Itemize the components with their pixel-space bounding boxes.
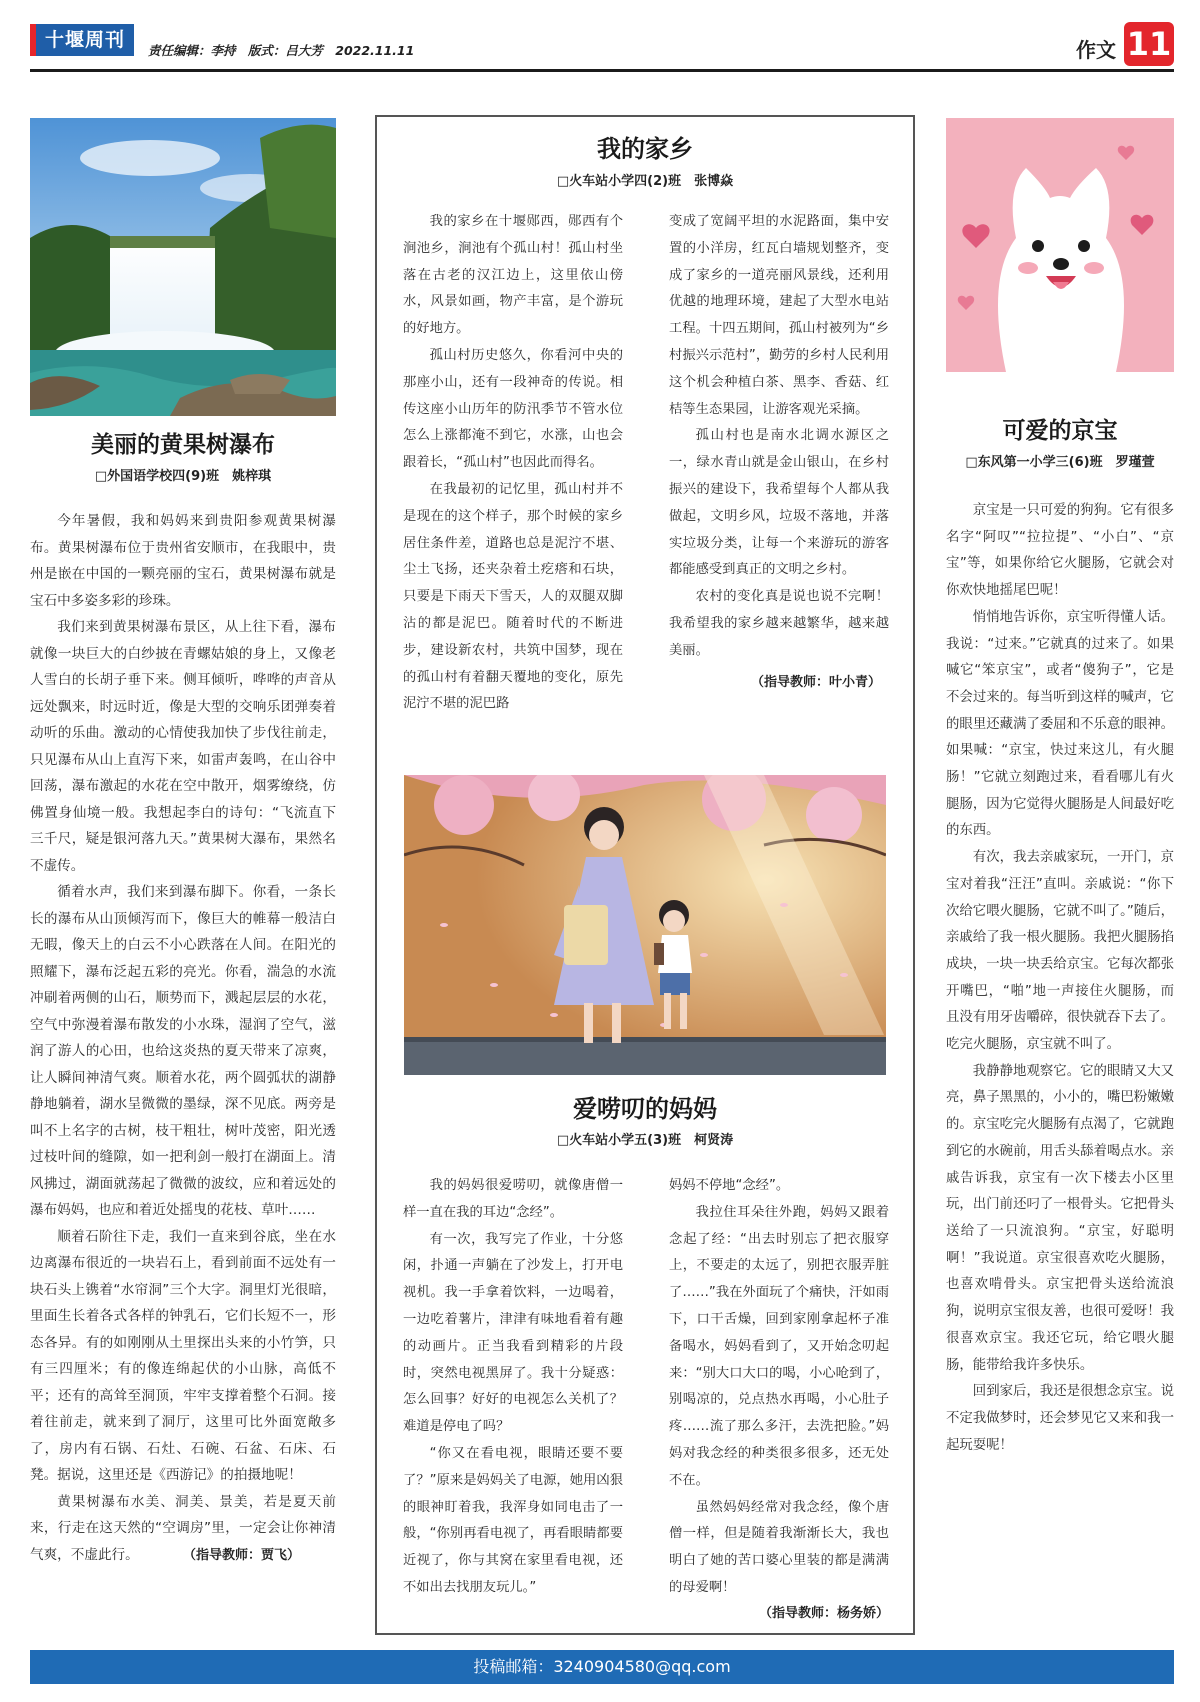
paragraph: 我拉住耳朵往外跑，妈妈又跟着念起了经：“出去时别忘了把衣服穿上，不要走的太远了，别把衣服弄脏了……”我在外面玩了个痛快，汗如雨下，口干舌燥，回到家刚拿起杯子准备喝水，妈妈看到了，又开始念叨起来：“别大口大口的喝，小心呛到了，别喝凉的，兑点热水再喝，小心肚子疼……流了那么多汗，去洗把脸。”妈妈对我念经的种类很多很多，还无处不在。 [669, 1204, 889, 1488]
article-byline: □火车站小学四(2)班 张博焱 [556, 174, 734, 189]
paragraph: 我的妈妈很爱唠叨，就像唐僧一样一直在我的耳边“念经”。 [403, 1178, 623, 1220]
mother-and-child-illustration [404, 775, 886, 1075]
section-name: 作文 [1076, 38, 1116, 62]
paragraph: 虽然妈妈经常对我念经，像个唐僧一样，但是随着我渐渐长大，我也明白了她的苦口婆心里装的都是满满的母爱啊！ [669, 1499, 889, 1595]
teacher-credit: （指导教师：贾飞） [182, 1548, 300, 1563]
middle-box [375, 115, 915, 1635]
paragraph: 我们来到黄果树瀑布景区，从上往下看，瀑布就像一块巨大的白纱披在青螺姑娘的身上，又像老人雪白的长胡子垂下来。侧耳倾听，哗哗的声音从远处飘来，时远时近，像是大型的交响乐团弹奏着动听的乐曲。激动的心情使我加快了步伐往前走，只见瀑布从山上直泻下来，如雷声轰鸣，在山谷中回荡，瀑布激起的水花在空中散开，烟雾缭绕，仿佛置身仙境一般。我想起李白的诗句：“飞流直下三千尺，疑是银河落九天。”黄果树大瀑布，果然名不虚传。 [30, 619, 336, 874]
masthead [30, 24, 1174, 66]
paragraph: 孤山村历史悠久，你看河中央的那座小山，还有一段神奇的传说。相传这座小山历年的防汛季节不管水位怎么上涨都淹不到它，水涨，山也会跟着长，“孤山村”也因此而得名。 [403, 347, 623, 471]
paragraph: 顺着石阶往下走，我们一直来到谷底，坐在水边离瀑布很近的一块岩石上，看到前面不远处有一块石头上镌着“水帘洞”三个大字。洞里灯光很暗，里面生长着各式各样的钟乳石，它们长短不一，形态各异。有的如刚刚从土里探出头来的小竹笋，只有三四厘米；有的像连绵起伏的小山脉，高低不平；还有的高耸至洞顶，牢牢支撑着整个石洞。接着往前走，就来到了洞厅，这里可比外面宽敞多了，房内有石锅、石灶、石碗、石盆、石床、石凳。据说，这里还是《西游记》的拍摄地呢！ [30, 1228, 336, 1483]
article-byline: □火车站小学五(3)班 柯贤涛 [556, 1133, 734, 1148]
header-rule [30, 69, 1174, 72]
waterfall-photo [30, 118, 336, 416]
paragraph: 悄悄地告诉你，京宝听得懂人话。我说：“过来。”它就真的过来了。如果喊它“笨京宝”，或者“傻狗子”，它是不会过来的。每当听到这样的喊声，它的眼里还藏满了委屈和不乐意的眼神。如果喊：“京宝，快过来这儿，有火腿肠！”它就立刻跑过来，看看哪儿有火腿肠，因为它觉得火腿肠是人间最好吃的东西。 [946, 609, 1174, 839]
mother-body [403, 1173, 889, 1621]
paragraph: 妈妈不停地“念经”。 [669, 1178, 790, 1193]
paragraph: “你又在看电视，眼睛还要不要了？”原来是妈妈关了电源，她用凶狠的眼神盯着我，我浑身如同电击了一般，“你别再看电视了，再看眼睛都要近视了，你与其窝在家里看电视，还不如出去找朋友玩儿。” [403, 1445, 623, 1595]
paragraph: 循着水声，我们来到瀑布脚下。你看，一条长长的瀑布从山顶倾泻而下，像巨大的帷幕一般洁白无暇，像天上的白云不小心跌落在人间。在阳光的照耀下，瀑布泛起五彩的亮光。你看，湍急的水流冲刷着两侧的山石，顺势而下，溅起层层的水花，空气中弥漫着瀑布散发的小水珠，湿润了空气，滋润了游人的心田，也给这炎热的夏天带来了凉爽，让人瞬间神清气爽。顺着水花，两个圆弧状的湖静静地躺着，湖水呈微微的墨绿，深不见底。两旁是叫不上名字的古树，枝干粗壮，树叶茂密，阳光透过枝叶间的缝隙，如一把利剑一般打在湖面上。清风拂过，湖面就荡起了微微的波纹，应和着远处的瀑布妈妈，也应和着近处摇曳的花枝、草叶…… [30, 884, 336, 1218]
paragraph: 黄果树瀑布水美、洞美、景美，若是夏天前来，行走在这天然的“空调房”里，一定会让你神清气爽，不虚此行。 [30, 1493, 336, 1563]
paragraph: 孤山村也是南水北调水源区之一，绿水青山就是金山银山，在乡村振兴的建设下，我希望每个人都从我做起，文明乡风，垃圾不落地，并落实垃圾分类，让每一个来游玩的游客都能感受到真正的文明之乡村。 [669, 428, 889, 578]
paragraph: 有一次，我写完了作业，十分悠闲，扑通一声躺在了沙发上，打开电视机。我一手拿着饮料，一边喝着，一边吃着薯片，津津有味地看着有趣的动画片。正当我看到精彩的片段时，突然电视黑屏了。我十分疑惑：怎么回事？好好的电视怎么关机了？难道是停电了吗？ [403, 1231, 623, 1435]
text-column [669, 1173, 889, 1621]
text-column [403, 209, 623, 718]
paragraph: 我的家乡在十堰郧西，郧西有个涧池乡，涧池有个孤山村！孤山村坐落在古老的汉江边上，这里依山傍水，风景如画，物产丰富，是个游玩的好地方。 [403, 214, 623, 337]
page-number: 11 [1124, 22, 1174, 66]
article-byline: □外国语学校四(9)班 姚梓琪 [94, 469, 272, 484]
article-body [946, 498, 1174, 1459]
article-title: 我的家乡 [597, 134, 693, 163]
teacher-credit: （指导教师：叶小青） [750, 674, 881, 690]
issue-date: 2022.11.11 [335, 43, 415, 58]
footer-bar [30, 1650, 1174, 1684]
editor-credit: 责任编辑：李持 [148, 43, 236, 58]
paragraph: 京宝是一只可爱的狗狗。它有很多名字“阿叹”“拉拉提”、“小白”、“京宝”等，如果你给它火腿肠，它就会对你欢快地摇尾巴呢！ [946, 503, 1174, 599]
text-column [403, 1173, 623, 1621]
paragraph: 农村的变化真是说也说不完啊！我希望我的家乡越来越繁华，越来越美丽。 [669, 589, 889, 658]
article-body [30, 508, 336, 1568]
paragraph: 回到家后，我还是很想念京宝。说不定我做梦时，还会梦见它又来和我一起玩耍呢！ [946, 1384, 1174, 1453]
paragraph: 在我最初的记忆里，孤山村并不是现在的这个样子，那个时候的家乡居住条件差，道路也总是泥泞不堪、尘土飞扬，还夹杂着土疙瘩和石块，只要是下雨天下雪天，人的双腿双脚沾的都是泥巴。随着时代的不断进步，建设新农村，共筑中国梦，现在的孤山村有着翻天覆地的变化，原先泥泞不堪的泥巴路 [403, 481, 623, 712]
paragraph: 今年暑假，我和妈妈来到贵阳参观黄果树瀑布。黄果树瀑布位于贵州省安顺市，在我眼中，贵州是嵌在中国的一颗亮丽的宝石，黄果树瀑布就是宝石中多姿多彩的珍珠。 [30, 513, 336, 609]
article-byline: □东风第一小学三(6)班 罗瑾萱 [965, 455, 1155, 470]
paragraph: 变成了宽阔平坦的水泥路面，集中安置的小洋房，红瓦白墙规划整齐，变成了家乡的一道亮丽风景线，还利用优越的地理环境，建起了大型水电站工程。十四五期间，孤山村被列为“乡村振兴示范村”，勤劳的乡村人民利用这个机会种植白茶、黑李、香菇、红桔等生态果园，让游客观光采摘。 [669, 214, 889, 417]
article-title: 美丽的黄果树瀑布 [91, 431, 275, 458]
layout-credit: 版式：吕大芳 [247, 43, 323, 58]
article-title: 爱唠叨的妈妈 [573, 1094, 717, 1123]
paragraph: 我静静地观察它。它的眼睛又大又亮，鼻子黑黑的，小小的，嘴巴粉嫩嫩的。京宝吃完火腿肠有点渴了，它就跑到它的水碗前，用舌头舔着喝点水。亲戚告诉我，京宝有一次下楼去小区里玩，出门前还叼了一根骨头。它把骨头送给了一只流浪狗。“京宝，好聪明啊！”我说道。京宝很喜欢吃火腿肠，也喜欢啃骨头。京宝把骨头送给流浪狗，说明京宝很友善，也很可爱呀！我很喜欢京宝。我还它玩，给它喂火腿肠，能带给我许多快乐。 [946, 1063, 1174, 1373]
submission-email: 投稿邮箱：3240904580@qq.com [473, 1657, 731, 1676]
text-column [669, 209, 889, 718]
teacher-credit: （指导教师：杨务娇） [758, 1605, 889, 1621]
article-dog [946, 118, 1174, 1459]
newspaper-logo: 十堰周刊 [30, 24, 134, 56]
credit-line [148, 41, 422, 59]
samoyed-dog-illustration [946, 118, 1174, 372]
paragraph: 有次，我去亲戚家玩，一开门，京宝对着我“汪汪”直叫。亲戚说：“你下次给它喂火腿肠，它就不叫了。”随后，亲戚给了我一根火腿肠。我把火腿肠掐成块，一块一块丢给京宝。它每次都张开嘴巴，“啪”地一声接住火腿肠，而且没有用牙齿嚼碎，很快就吞下去了。吃完火腿肠，京宝就不叫了。 [946, 850, 1174, 1053]
article-waterfall [30, 118, 336, 1563]
article-title: 可爱的京宝 [1002, 417, 1118, 444]
hometown-body [403, 209, 889, 718]
